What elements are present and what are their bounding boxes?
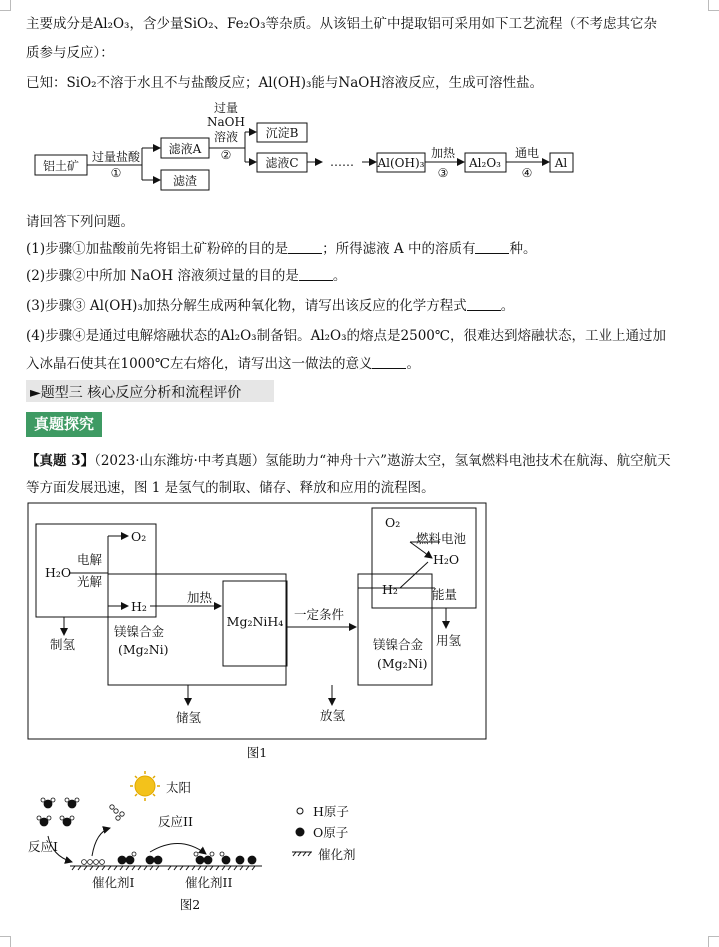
fig1-heat: 加热	[187, 590, 213, 605]
question-prompt: 请回答下列问题。	[26, 214, 134, 230]
fig2-legend-h: H原子	[313, 804, 349, 819]
question-1	[26, 237, 536, 257]
figure-1-hydrogen-flow	[0, 500, 719, 770]
fig2-reaction2: 反应II	[158, 814, 193, 829]
fig1-caption: 图1	[246, 745, 268, 760]
question-4-line-1: (4)步骤④是通过电解熔融状态的Al₂O₃制备铝。Al₂O₃的熔点是2500℃，很难达到熔融状态，工业上通过加	[26, 328, 666, 344]
q1-text-c: 种。	[509, 241, 537, 257]
corner-mark	[708, 0, 719, 11]
label-precip-b: 沉淀B	[265, 126, 299, 140]
label-naoh-1: 过量	[213, 101, 239, 115]
fig1-condition: 一定条件	[294, 607, 345, 622]
q3-text-a: (3)步骤③ Al(OH)₃加热分解生成两种氧化物，请写出该反应的化学方程式	[26, 298, 467, 314]
fig1-h2-right: H₂	[382, 582, 398, 597]
fig1-photolysis: 光解	[77, 574, 103, 589]
fig1-h2-left: H₂	[131, 599, 147, 614]
intro-known: 已知：SiO₂不溶于水且不与盐酸反应；Al(OH)₃能与NaOH溶液反应，生成可溶性盐。	[26, 75, 544, 91]
fig2-sun: 太阳	[166, 780, 192, 795]
problem-line-2: 等方面发展迅速，图 1 是氢气的制取、储存、释放和应用的流程图。	[26, 480, 435, 496]
fig1-make-h2: 制氢	[50, 637, 76, 652]
legend-o-icon	[296, 828, 305, 837]
q1-text-a: (1)步骤①加盐酸前先将铝土矿粉碎的目的是	[26, 241, 289, 257]
legend-catalyst-icon	[292, 852, 312, 856]
label-filtrate-a: 滤液A	[168, 142, 202, 156]
label-heat: 加热	[430, 146, 456, 160]
corner-mark	[0, 936, 11, 947]
q3-text-b: 。	[500, 298, 515, 314]
label-step2: ②	[220, 148, 232, 162]
label-naoh-3: 溶液	[213, 130, 239, 144]
q1-text-b: ；所得滤液 A 中的溶质有	[322, 241, 476, 257]
badge-real-exam: 真题探究	[26, 412, 102, 437]
fig1-store-h2: 储氢	[176, 710, 202, 725]
fig1-alloy-left: 镁镍合金	[114, 624, 165, 639]
fig1-h2o: H₂O	[45, 565, 72, 580]
label-electro: 通电	[514, 146, 540, 160]
fig1-o2-right: O₂	[385, 515, 401, 530]
figure-2-photocatalysis	[0, 770, 719, 920]
problem-text-1: （2023·山东潍坊·中考真题）氢能助力“神舟十六”遨游太空，氢氧燃料电池技术在航海、航空航天	[94, 453, 671, 469]
corner-mark	[708, 936, 719, 947]
flowchart-aluminum	[0, 98, 719, 198]
fig2-reaction1: 反应I	[28, 839, 58, 854]
fig1-alloy-right-formula: (Mg₂Ni)	[377, 656, 428, 671]
fig1-alloy-right: 镁镍合金	[373, 637, 424, 652]
hydrogen-molecule-icon	[110, 805, 124, 820]
q2-text-b: 。	[332, 268, 347, 284]
label-filtrate-c: 滤液C	[265, 156, 299, 170]
fig1-energy: 能量	[432, 587, 458, 602]
label-naoh-2: NaOH	[207, 115, 245, 129]
answer-blank[interactable]	[475, 241, 509, 254]
answer-blank[interactable]	[467, 298, 501, 311]
adsorbed-atoms-icon	[82, 852, 256, 864]
sun-icon	[130, 771, 160, 801]
q4-text-c: 。	[406, 356, 420, 372]
question-3	[26, 294, 514, 314]
label-al: Al	[554, 156, 568, 170]
label-step4: ④	[521, 166, 533, 180]
fig1-h2o-right: H₂O	[433, 552, 460, 567]
fig1-hydride: Mg₂NiH₄	[226, 614, 284, 629]
problem-tag: 【真题 3】	[26, 453, 95, 469]
q4-text-b: 入冰晶石使其在1000℃左右熔化，请写出这一做法的意义	[26, 356, 373, 372]
q2-text-a: (2)步骤②中所加 NaOH 溶液须过量的目的是	[26, 268, 299, 284]
intro-line-2: 质参与反应）：	[26, 45, 114, 61]
corner-mark	[0, 0, 11, 11]
fig2-cat2: 催化剂II	[185, 875, 233, 890]
label-acid: 过量盐酸	[91, 150, 141, 164]
question-4-line-2	[26, 352, 420, 372]
fig1-electrolysis: 电解	[77, 552, 103, 567]
label-al2o3: Al₂O₃	[469, 156, 501, 170]
question-2	[26, 264, 346, 284]
fig2-legend	[292, 808, 312, 856]
answer-blank[interactable]	[372, 356, 406, 369]
fig2-legend-cat: 催化剂	[318, 847, 356, 862]
legend-h-icon	[297, 808, 303, 814]
label-ore: 铝土矿	[42, 159, 80, 173]
fig2-caption: 图2	[179, 897, 201, 912]
label-step1: ①	[110, 166, 122, 180]
fig1-alloy-left-formula: (Mg₂Ni)	[118, 642, 169, 657]
fig2-cat1: 催化剂I	[92, 875, 135, 890]
fig1-fuel-cell: 燃料电池	[416, 531, 467, 546]
problem-line-1	[26, 449, 671, 469]
fig2-legend-o: O原子	[313, 825, 349, 840]
label-aloh3: Al(OH)₃	[377, 156, 425, 170]
label-step3: ③	[437, 166, 449, 180]
water-molecules-icon	[37, 798, 79, 826]
fig1-use-h2: 用氢	[436, 633, 462, 648]
intro-line-1: 主要成分是Al₂O₃，含少量SiO₂、Fe₂O₃等杂质。从该铝土矿中提取铝可采用如下工艺流程（不考虑其它杂	[26, 16, 658, 32]
fig1-o2-left: O₂	[131, 529, 147, 544]
fig1-release-h2: 放氢	[320, 708, 346, 723]
section-header	[26, 380, 274, 402]
label-residue: 滤渣	[172, 174, 198, 188]
answer-blank[interactable]	[288, 241, 322, 254]
answer-blank[interactable]	[299, 268, 333, 281]
label-dots: ……	[330, 155, 354, 169]
section-title: ►题型三 核心反应分析和流程评价	[30, 385, 242, 401]
catalyst-surface	[70, 866, 262, 870]
